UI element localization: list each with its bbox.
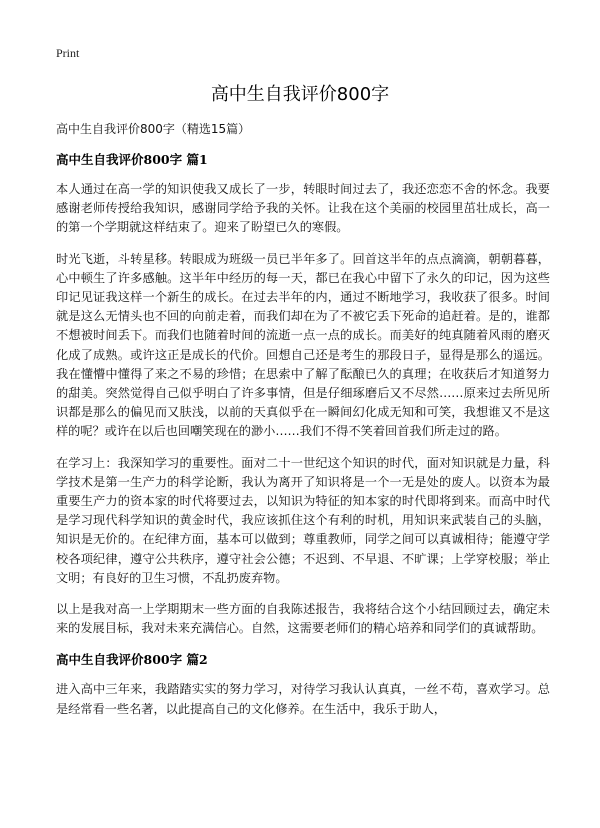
paragraph: 进入高中三年来，我踏踏实实的努力学习，对待学习我认认真真，一丝不苟，喜欢学习。总是经常看一些名著，以此提高自己的文化修养。在生活中，我乐于助人， <box>56 682 550 716</box>
paragraph: 本人通过在高一学的知识使我又成长了一步，转眼时间过去了，我还恋恋不舍的怀念。我要感谢老师传授给我知识，感谢同学给予我的关怀。让我在这个美丽的校园里茁壮成长，高一的第一个学期就这样结束了。迎来了盼望已久的寒假。 <box>56 182 550 235</box>
article-body <box>56 150 550 731</box>
paragraph: 时光飞逝，斗转星移。转眼成为班级一员已半年多了。回首这半年的点点滴滴，朝朝暮暮，心中顿生了许多感触。这半年中经历的每一天，都已在我心中留下了永久的印记，因为这些印记见证我这样一个新生的成长。在过去半年的内，通过不断地学习，我收获了很多。时间就是这么无情头也不回的向前走着，而我们却在为了不被它丢下死命的追赶着。是的，谁都不想被时间丢下。而我们也随着时间的流逝一点一点的成长。而美好的纯真随着风雨的磨灭化成了成熟。或许这正是成长的代价。回想自己还是考生的那段日子，显得是那么的遥远。我在懂懵中懂得了来之不易的珍惜；在思索中了解了酝酿已久的真理；在收获后才知道努力的甜美。突然觉得自己似乎明白了许多事情，但是仔细琢磨后又不尽然……原来过去所见所识都是那么的偏见而又肤浅，以前的天真似乎在一瞬间幻化成无知和可笑，我想谁又不是这样的呢？或许在以后也回嘲笑现在的渺小……我们不得不笑着回首我们所走过的路。 <box>56 251 550 439</box>
page-title: 高中生自我评价800字 <box>210 84 390 105</box>
section-heading-1: 高中生自我评价800字 篇1 <box>56 152 208 167</box>
section-heading-2: 高中生自我评价800字 篇2 <box>56 652 208 668</box>
print-link[interactable]: Print <box>56 46 80 60</box>
page-subtitle: 高中生自我评价800字（精选15篇） <box>56 122 251 136</box>
paragraph: 在学习上：我深知学习的重要性。面对二十一世纪这个知识的时代，面对知识就是力量，科学技术是第一生产力的科学论断，我认为离开了知识将是一个一无是处的废人。以资本为最 重要生产力的资本家的时代将要过去，以知识为特征的知本家的时代即将到来。而高中时代是学习现代科学知识的黄金时代，我应该抓住这个有利的时机，用知识来武装自己的头脑，知识是无价的。在纪律方面，基本可以做到；尊重教师，同学之间可以真诚相待；能遵守学校各项纪律，遵守公共秩序，遵守社会公德；不迟到、不早退、不旷课；上学穿校服；举止文明；有良好的卫生习惯，不乱扔废弃物。 <box>56 455 550 585</box>
paragraph: 以上是我对高一上学期期末一些方面的自我陈述报告，我将结合这个小结回顾过去，确定未来的发展目标，我对未来充满信心。自然，这需要老师们的精心培养和同学们的真诚帮助。 <box>56 602 550 636</box>
